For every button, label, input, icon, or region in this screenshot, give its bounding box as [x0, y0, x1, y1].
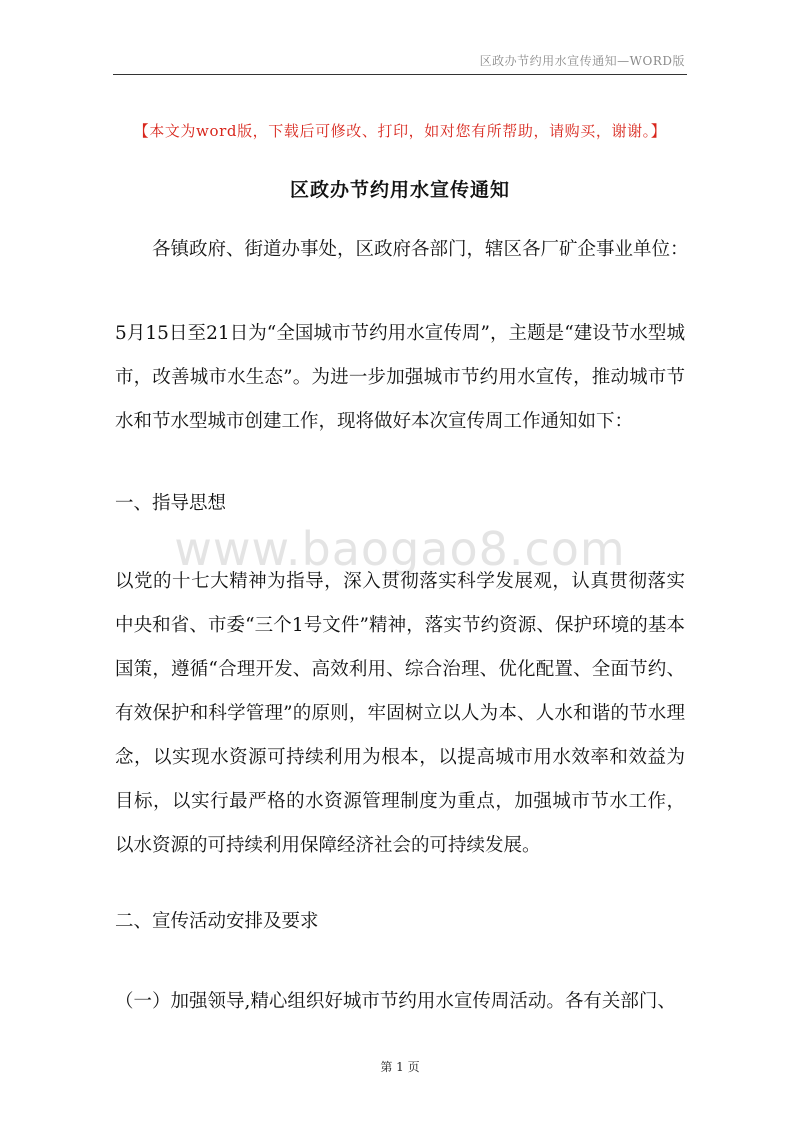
intro-paragraph: 5月15日至21日为“全国城市节约用水宣传周”，主题是“建设节水型城市，改善城市水生态”。为进一步加强城市节约用水宣传，推动城市节水和节水型城市创建工作，现将做好本次宣传周工作通知如下： [115, 323, 685, 432]
activity-item-1: （一）加强领导,精心组织好城市节约用水宣传周活动。各有关部门、 [115, 991, 676, 1012]
watermark: www.baogao8.com [174, 522, 626, 576]
download-notice: 【本文为word版，下载后可修改、打印，如对您有所帮助，请购买，谢谢。】 [133, 122, 667, 140]
document-title: 区政办节约用水宣传通知 [289, 179, 510, 201]
section-heading-guiding-ideology: 一、指导思想 [115, 493, 227, 514]
salutation: 各镇政府、街道办事处，区政府各部门，辖区各厂矿企事业单位： [152, 239, 689, 260]
guiding-ideology-paragraph: 以党的十七大精神为指导，深入贯彻落实科学发展观，认真贯彻落实中央和省、市委“三个1号文件”精神，落实节约资源、保护环境的基本国策，遵循“合理开发、高效利用、综合治理、优化配置、全面节约、有效保护和科学管理”的原则，牢固树立以人为本、人水和谐的节水理念，以实现水资源可持续利用为根本，以提高城市用水效率和效益为目标，以实行最严格的水资源管理制度为重点，加强城市节水工作，以水资源的可持续利用保障经济社会的可持续发展。 [115, 571, 685, 856]
section-heading-activities: 二、宣传活动安排及要求 [115, 911, 319, 932]
running-header: 区政办节约用水宣传通知—WORD版 [479, 54, 685, 68]
page-number: 第 1 页 [380, 1060, 420, 1074]
header-rule [113, 74, 687, 75]
